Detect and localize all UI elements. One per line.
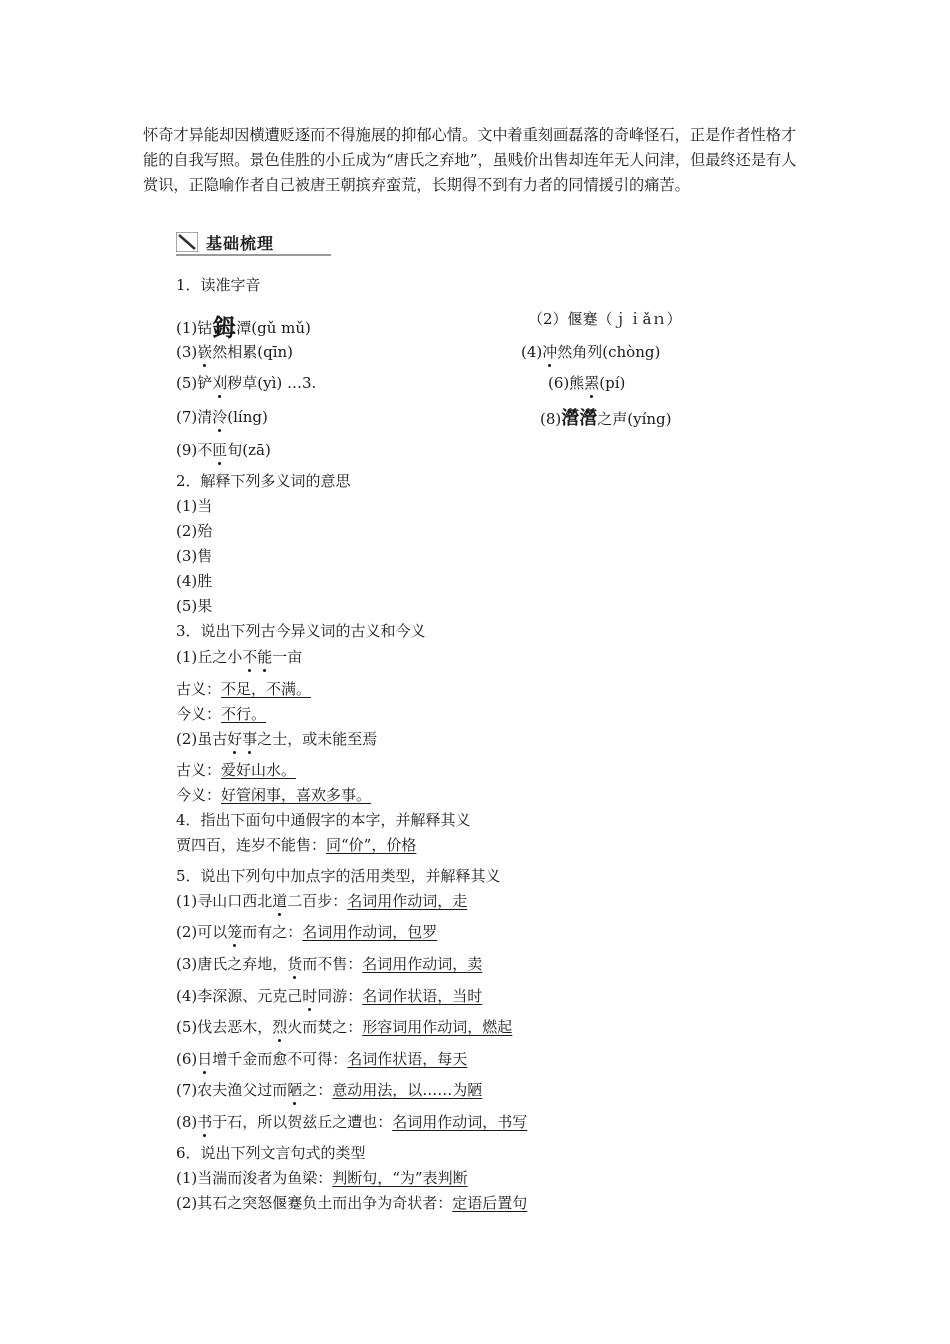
q2-item: (2)殆 [176, 522, 213, 540]
q1-item-2: （2）偃蹇（ｊｉǎｎ） [528, 310, 682, 328]
q5-item: (3)唐氏之弃地，货而不售：名词用作动词，卖 [176, 955, 483, 973]
q5-title: 5．说出下列句中加点字的活用类型，并解释其义 [176, 867, 501, 885]
q5-item: (4)李深源、元克己时同游：名词作状语，当时 [176, 987, 483, 1005]
q4-sentence: 贾四百，连岁不能售：同“价”，价格 [176, 836, 417, 854]
q1-item-3: (3)嵚然相累(qīn) [176, 343, 294, 361]
q1-item-7: (7)清泠(líng) [176, 408, 268, 426]
q5-item: (2)可以笼而有之：名词用作动词，包罗 [176, 923, 438, 941]
q1-item-5: (5)铲刈秽草(yì) …3. [176, 374, 317, 392]
q1-item-6: (6)熊罴(pí) [548, 374, 626, 392]
q3-title: 3．说出下列古今异义词的古义和今义 [176, 622, 426, 640]
q2-item: (5)果 [176, 597, 213, 615]
section-title: 基础梳理 [206, 234, 275, 253]
q2-item: (1)当 [176, 497, 213, 515]
q5-item: (1)寻山口西北道二百步：名词用作动词，走 [176, 892, 468, 910]
q3-new-meaning-2: 今义：好管闲事，喜欢多事。 [176, 786, 372, 804]
q5-item: (8)书于石，所以贺兹丘之遭也：名词用作动词，书写 [176, 1113, 528, 1131]
section-header [176, 228, 331, 256]
q2-item: (4)胜 [176, 572, 213, 590]
q2-item: (3)售 [176, 547, 213, 565]
q5-item: (6)日增千金而愈不可得：名词作状语，每天 [176, 1050, 468, 1068]
q1-title: 1．读准字音 [176, 276, 261, 294]
q3-sentence-2: (2)虽古好事之士，或未能至焉 [176, 730, 378, 748]
q1-item-9: (9)不匝旬(zā) [176, 441, 271, 459]
q6-item: (2)其石之突怒偃蹇负土而出争为奇状者：定语后置句 [176, 1194, 528, 1212]
char-mu: 鉧 [212, 314, 237, 342]
q1-item-4: (4)冲然角列(chòng) [521, 343, 661, 361]
q5-item: (5)伐去恶木，烈火而焚之：形容词用作动词，燃起 [176, 1018, 513, 1036]
q6-item: (1)当湍而浚者为鱼梁：判断句，“为”表判断 [176, 1169, 468, 1187]
q4-title: 4．指出下面句中通假字的本字，并解释其义 [176, 811, 471, 829]
q3-new-meaning-1: 今义：不行。 [176, 705, 267, 723]
section-marker-icon [176, 232, 198, 252]
q3-sentence-1: (1)丘之小不能一亩 [176, 648, 303, 666]
q5-item: (7)农夫渔父过而陋之：意动用法，以……为陋 [176, 1081, 483, 1099]
intro-paragraph: 怀奇才异能却因横遭贬逐而不得施展的抑郁心情。文中着重刻画磊落的奇峰怪石，正是作者性格才能的自我写照。景色佳胜的小丘成为“唐氏之弃地”，虽贱价出售却连年无人问津，但最终还是有人赏识，正隐喻作者自己被唐王朝摈弃蛮荒，长期得不到有力者的同情援引的痛苦。 [143, 126, 797, 194]
q1-item-1: (1)钴鉧潭(gǔ mǔ) [176, 314, 311, 342]
q2-title: 2．解释下列多义词的意思 [176, 472, 351, 490]
section-rule [176, 254, 331, 256]
q3-old-meaning-2: 古义：爱好山水。 [176, 761, 297, 779]
q6-title: 6．说出下列文言句式的类型 [176, 1144, 366, 1162]
q1-item-8: (8)瀯瀯之声(yíng) [540, 408, 672, 429]
q3-old-meaning-1: 古义：不足，不满。 [176, 680, 312, 698]
